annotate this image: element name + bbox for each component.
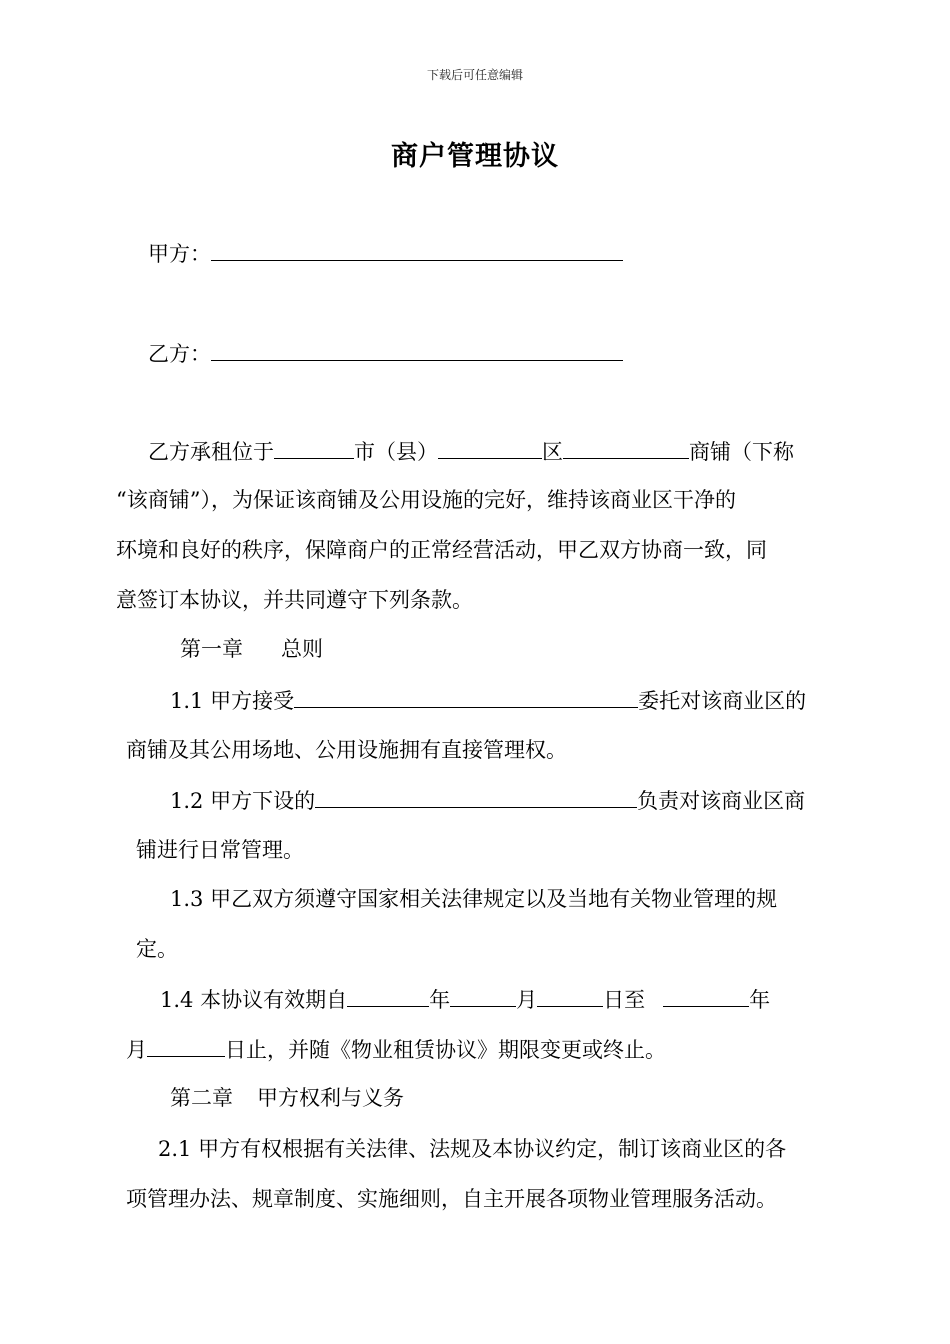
end-day-blank[interactable] [147, 1034, 225, 1057]
clause-2-1-line-2: 项管理办法、规章制度、实施细则，自主开展各项物业管理服务活动。 [126, 1187, 777, 1211]
intro-line-3: 环境和良好的秩序，保障商户的正常经营活动，甲乙双方协商一致，同 [116, 538, 767, 562]
party-a-blank[interactable] [211, 238, 623, 261]
clause-1-1-line-1 [170, 685, 806, 716]
city-blank[interactable] [274, 436, 354, 459]
header-note: 下载后可任意编辑 [426, 68, 523, 82]
clause-text: 日止，并随《物业租赁协议》期限变更或终止。 [225, 1038, 666, 1062]
intro-line-4: 意签订本协议，并共同遵守下列条款。 [116, 588, 473, 612]
party-b-label: 乙方： [148, 342, 211, 366]
intro-text: 乙方承租位于 [148, 440, 274, 464]
party-b-blank[interactable] [211, 338, 623, 361]
clause-text: 月 [126, 1038, 147, 1062]
clause-1-1-line-2: 商铺及其公用场地、公用设施拥有直接管理权。 [126, 738, 567, 762]
clause-2-1-line-1: 2.1 甲方有权根据有关法律、法规及本协议约定，制订该商业区的各 [158, 1137, 787, 1161]
start-day-blank[interactable] [537, 984, 603, 1007]
chapter-label: 第一章 [180, 637, 243, 661]
clause-1-2-line-2: 铺进行日常管理。 [136, 838, 304, 862]
start-month-blank[interactable] [450, 984, 516, 1007]
intro-line-2: “该商铺”），为保证该商铺及公用设施的完好，维持该商业区干净的 [116, 488, 736, 512]
clause-text: 1.2 甲方下设的 [170, 789, 316, 813]
clause-1-4-line-2 [126, 1034, 666, 1065]
clause-text: 负责对该商业区商 [637, 789, 806, 813]
party-a-label: 甲方： [148, 242, 211, 266]
party-b-line [148, 338, 623, 369]
chapter-name: 总则 [281, 637, 323, 661]
chapter-label: 第二章 [170, 1086, 233, 1110]
intro-line-1 [148, 436, 826, 467]
party-a-line [148, 238, 623, 269]
clause-1-3-line-2: 定。 [136, 937, 178, 961]
start-year-blank[interactable] [347, 984, 429, 1007]
chapter-2-heading [170, 1083, 404, 1113]
management-unit-blank[interactable] [315, 785, 637, 808]
clause-text: 1.1 甲方接受 [170, 689, 295, 713]
clause-text: 月 [516, 988, 538, 1012]
clause-1-4-line-1 [160, 984, 770, 1015]
clause-text: 委托对该商业区的 [638, 689, 807, 713]
clause-1-2-line-1 [170, 785, 805, 816]
shop-blank[interactable] [563, 436, 689, 459]
document-title: 商户管理协议 [391, 141, 559, 172]
clause-1-3-line-1: 1.3 甲乙双方须遵守国家相关法律规定以及当地有关物业管理的规 [170, 887, 778, 911]
chapter-1-heading [180, 634, 323, 664]
chapter-name: 甲方权利与义务 [257, 1086, 404, 1110]
clause-text: 年 [749, 988, 771, 1012]
end-year-blank[interactable] [663, 984, 749, 1007]
clause-text: 1.4 本协议有效期自 [160, 988, 348, 1012]
clause-text: 年 [429, 988, 451, 1012]
clause-text: 日至 [603, 988, 646, 1012]
entrusting-party-blank[interactable] [294, 685, 638, 708]
intro-text: 商铺（下称 [689, 440, 794, 464]
intro-text: 区 [542, 440, 563, 464]
intro-text: 市（县） [354, 440, 438, 464]
district-blank[interactable] [438, 436, 542, 459]
